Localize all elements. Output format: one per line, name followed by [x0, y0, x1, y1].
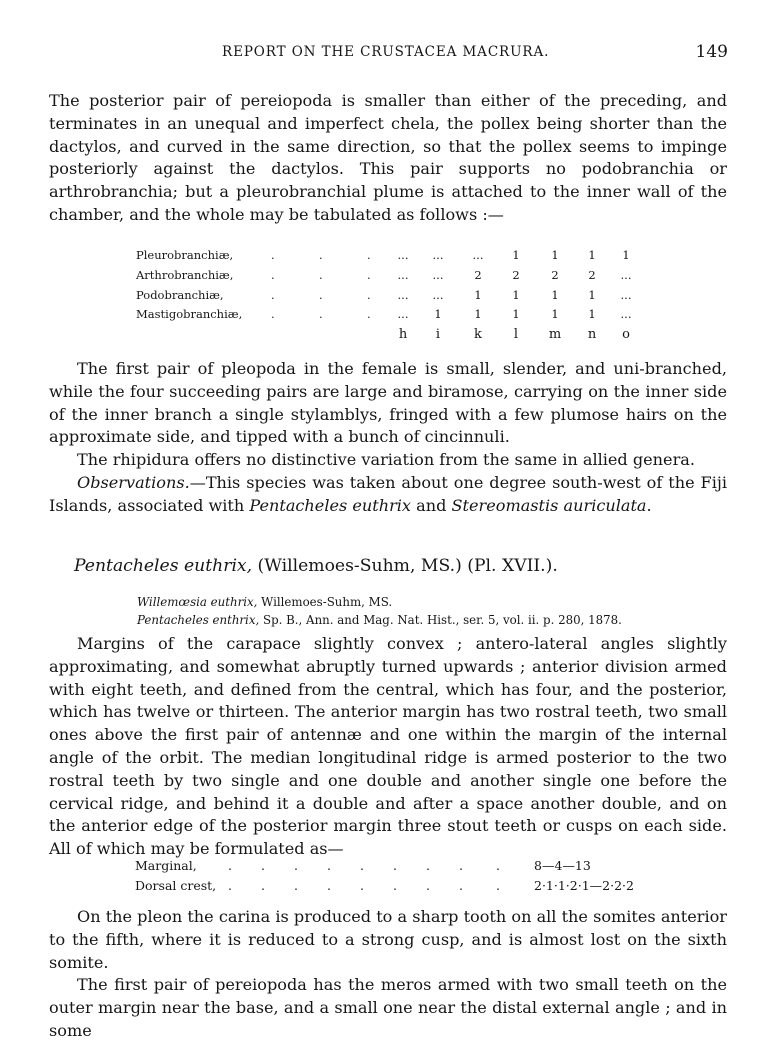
gill-cell: ...	[472, 248, 484, 262]
species-heading	[74, 556, 558, 576]
leader-dot: .	[327, 877, 331, 893]
gill-row	[136, 268, 656, 288]
carapace-paragraph: Margins of the carapace slightly convex ; antero-lateral angles slightly approximating, and somewhat abruptly turned upwards ; anterior division armed with eight teeth, and defined from the central, which has four, and the posterior, which has twelve or thirteen. The anterior margin has two rostral teeth, two small ones above the first pair of antennæ and one within the margin of the internal angle of the orbit. The median longitudinal ridge is armed posterior to the two rostral teeth by two single and one double and another single one before the cervical ridge, and behind it a double and after a space another double, and on the anterior edge of the posterior margin three stout teeth or cusps on each side. All of which may be formulated as—	[49, 634, 727, 859]
leader-dot: .	[393, 877, 397, 893]
formula-label: Dorsal crest,	[135, 877, 217, 893]
gill-row	[136, 288, 656, 308]
leader-dot: .	[367, 248, 371, 262]
formula-row	[135, 878, 655, 898]
leader-dot: .	[228, 877, 232, 893]
conjunction: and	[411, 495, 452, 515]
formula-label: Marginal,	[135, 858, 197, 873]
gill-cell: ...	[397, 248, 409, 262]
gill-cell: 1	[474, 307, 482, 322]
gill-cell: ...	[620, 267, 632, 282]
leader-dot: .	[271, 287, 275, 302]
leader-dot: .	[261, 877, 265, 893]
rhipidura-paragraph: The rhipidura offers no distinctive variation from the same in allied genera.	[77, 450, 695, 470]
leader-dot: .	[294, 877, 298, 893]
column-letter: m	[548, 327, 562, 343]
gill-cell: 1	[588, 287, 596, 302]
gill-row	[136, 307, 656, 327]
leader-dot: .	[319, 267, 323, 282]
gill-cell: ...	[620, 307, 632, 322]
gill-cell: 1	[622, 248, 630, 262]
synonymy-list	[137, 593, 622, 629]
synonym-citation: Willemoes-Suhm, MS.	[257, 595, 393, 609]
pleopoda-block	[49, 358, 727, 518]
gill-cell: 1	[551, 287, 559, 302]
formula-row	[135, 858, 655, 878]
gill-cell: ...	[432, 287, 444, 302]
gill-cell: 1	[474, 287, 482, 302]
synonym-entry	[137, 611, 622, 629]
gill-row-label: Arthrobranchiæ,	[136, 267, 234, 282]
leader-dot: .	[426, 877, 430, 893]
leader-dot: .	[271, 307, 275, 322]
gill-cell: 2	[474, 267, 482, 282]
intro-paragraph: The posterior pair of pereiopoda is smaller than either of the preceding, and terminates in an unequal and imperfect chela, the pollex being shorter than the dactylos, and curved in the same direction, so that the pollex seems to impinge posteriorly against the dactylos. This pair supports no podobranchia or arthrobranchia; but a pleurobranchial plume is attached to the inner wall of the chamber, and the whole may be tabulated as follows :—	[49, 91, 727, 224]
gill-column-letters	[136, 327, 656, 347]
column-letter: n	[587, 327, 597, 343]
formula-value: 8—4—13	[534, 858, 591, 873]
gill-cell: ...	[397, 307, 409, 322]
synonym-name: Willemœsia euthrix,	[137, 595, 258, 609]
leader-dot: .	[228, 858, 232, 873]
gill-cell: 1	[434, 307, 442, 322]
column-letter: h	[398, 327, 408, 343]
sentence-end: .	[646, 495, 652, 515]
intro-paragraph-block	[49, 90, 727, 227]
gill-cell: 1	[551, 307, 559, 322]
formula-value: 2·1·1·2·1—2·2·2	[534, 877, 634, 893]
leader-dot: .	[367, 267, 371, 282]
species-heading-authority: (Willemoes-Suhm, MS.) (Pl. XVII.).	[252, 556, 558, 576]
leader-dot: .	[294, 858, 298, 873]
gill-cell: 2	[512, 267, 520, 282]
gill-cell: 1	[512, 248, 520, 262]
leader-dot: .	[271, 267, 275, 282]
species-name: Pentacheles euthrix	[249, 495, 412, 515]
gill-row-label: Mastigobranchiæ,	[136, 307, 243, 322]
pleopoda-paragraph: The first pair of pleopoda in the female is small, slender, and uni-branched, while the four succeeding pairs are large and biramose, carrying on the inner side of the inner branch a single stylamblys, fringed with a few plumose hairs on the approximate side, and tipped with a bunch of cincinnuli.	[49, 359, 727, 447]
leader-dot: .	[319, 248, 323, 262]
species-heading-name: Pentacheles euthrix,	[74, 556, 253, 576]
gill-cell: ...	[397, 267, 409, 282]
gill-cell: 2	[588, 267, 596, 282]
gill-row-label: Podobranchiæ,	[136, 287, 224, 302]
leader-dot: .	[367, 307, 371, 322]
leader-dot: .	[496, 877, 500, 893]
leader-dot: .	[360, 858, 364, 873]
leader-dot: .	[319, 307, 323, 322]
leader-dot: .	[271, 248, 275, 262]
formula-table	[135, 858, 655, 897]
leader-dot: .	[459, 858, 463, 873]
observations-text: —This species was taken about one degree south-west of the Fiji Islands, associated with	[49, 472, 727, 515]
leader-dot: .	[426, 858, 430, 873]
column-letter: i	[435, 327, 441, 343]
gill-cell: ...	[432, 248, 444, 262]
gill-table	[136, 248, 656, 347]
leader-dot: .	[261, 858, 265, 873]
pleon-block	[49, 906, 727, 1043]
synonym-name: Pentacheles enthrix,	[137, 613, 260, 627]
gill-cell: ...	[620, 287, 632, 302]
carapace-block	[49, 633, 727, 861]
synonym-entry	[137, 593, 622, 611]
gill-cell: 1	[551, 248, 559, 262]
running-title: REPORT ON THE CRUSTACEA MACRURA.	[222, 44, 550, 60]
synonym-citation: Sp. B., Ann. and Mag. Nat. Hist., ser. 5, vol. ii. p. 280, 1878.	[259, 613, 622, 627]
column-letter: k	[474, 327, 482, 343]
leader-dot: .	[360, 877, 364, 893]
page-number: 149	[695, 42, 728, 62]
observations-paragraph	[49, 472, 727, 518]
leader-dot: .	[367, 287, 371, 302]
gill-cell: 1	[588, 248, 596, 262]
column-letter: o	[622, 327, 630, 343]
gill-cell: 1	[512, 287, 520, 302]
gill-cell: 2	[551, 267, 559, 282]
leader-dot: .	[319, 287, 323, 302]
gill-row	[136, 248, 656, 268]
pleon-paragraph: On the pleon the carina is produced to a sharp tooth on all the somites anterior to the fifth, where it is reduced to a strong cusp, and is almost lost on the sixth somite.	[49, 907, 727, 972]
running-head	[0, 44, 776, 66]
gill-cell: ...	[432, 267, 444, 282]
leader-dot: .	[327, 858, 331, 873]
leader-dot: .	[496, 858, 500, 873]
pereiopoda-paragraph: The first pair of pereiopoda has the meros armed with two small teeth on the outer margin near the base, and a small one near the distal external angle ; and in some	[49, 975, 727, 1040]
observations-label: Observations.	[77, 472, 190, 492]
gill-cell: 1	[588, 307, 596, 322]
gill-row-label: Pleurobranchiæ,	[136, 248, 234, 262]
column-letter: l	[513, 327, 519, 343]
species-name: Stereomastis auriculata	[451, 495, 647, 515]
leader-dot: .	[393, 858, 397, 873]
gill-cell: 1	[512, 307, 520, 322]
gill-cell: ...	[397, 287, 409, 302]
leader-dot: .	[459, 877, 463, 893]
